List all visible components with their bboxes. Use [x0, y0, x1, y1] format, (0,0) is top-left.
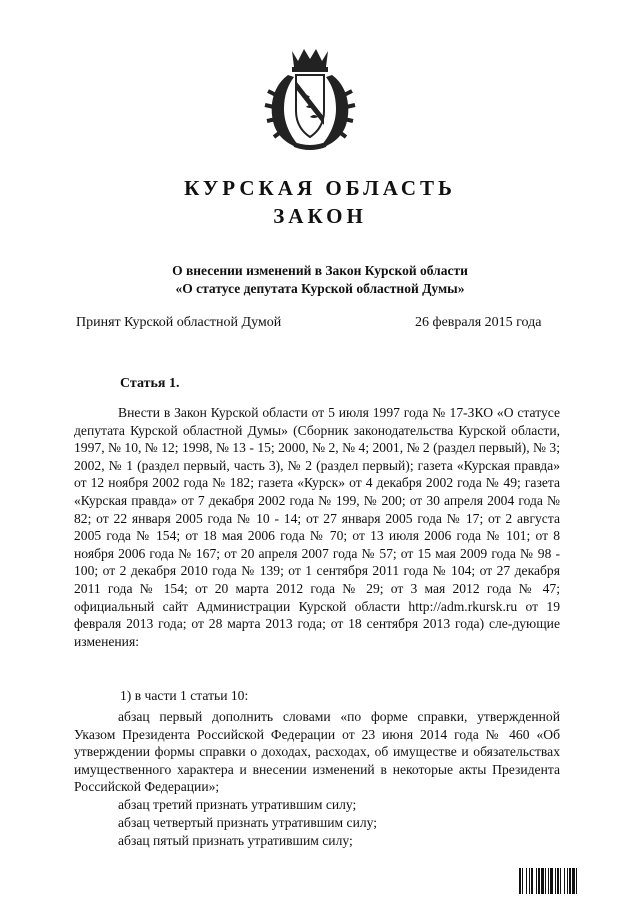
- law-subject: [0, 262, 640, 298]
- item-1-line-3: абзац четвертый признать утратившим силу;: [118, 815, 378, 830]
- law-subject-line-1: О внесении изменений в Закон Курской области: [172, 263, 468, 278]
- document-type-title: ЗАКОН: [273, 204, 367, 228]
- article-heading: Статья 1.: [120, 376, 180, 391]
- item-1-line-2: абзац третий признать утратившим силу;: [118, 797, 357, 812]
- adopted-by: Принят Курской областной Думой: [76, 315, 282, 330]
- law-subject-line-2: «О статусе депутата Курской областной Думы»: [175, 281, 465, 296]
- barcode-icon: [519, 868, 612, 894]
- item-1-line-4: абзац пятый признать утратившим силу;: [118, 833, 353, 848]
- item-1-paragraph: абзац первый дополнить словами «по форме справки, утвержденной Указом Президента Российской Федерации от 23 июня 2014 года № 460 «Об утверждении формы справки о доходах, расходах, об имуществе и обязательствах имущественного характера и внесении изменений в некоторые акты Президента Российской Федерации»;: [74, 709, 560, 795]
- region-title: КУРСКАЯ ОБЛАСТЬ: [184, 176, 456, 200]
- kursk-coat-of-arms-icon: [262, 45, 358, 151]
- adoption-date: 26 февраля 2015 года: [415, 315, 542, 330]
- article-intro-paragraph: Внести в Закон Курской области от 5 июля 1997 года № 17-ЗКО «О статусе депутата Курской областной Думы» (Сборник законодательства Курской области, 1997, № 10, № 12; 1998, № 13 - 15; 2000, № 2, № 4; 2001, № 2 (раздел первый), № 3; 2002, № 1 (раздел первый, часть 3), № 2 (раздел первый); газета «Курская правда» от 12 ноября 2002 года № 182; газета «Курск» от 4 декабря 2002 года № 49; газета «Курская правда» от 7 декабря 2002 года № 199, № 200; от 30 апреля 2004 года № 82; от 22 января 2005 года № 10 - 14; от 27 января 2005 года № 17; от 2 августа 2005 года № 154; от 18 мая 2006 года № 70; от 13 июля 2006 года № 101; от 8 ноября 2006 года № 167; от 20 апреля 2007 года № 57; от 15 мая 2009 года № 98 - 100; от 2 декабря 2010 года № 139; от 1 сентября 2011 года № 104; от 27 декабря 2011 года № 154; от 20 марта 2012 года № 29; от 3 мая 2012 года № 47; официальный сайт Администрации Курской области http://adm.rkursk.ru от 19 февраля 2013 года; от 28 марта 2013 года; от 18 сентября 2013 года) сле-дующие изменения:: [74, 405, 560, 649]
- item-1-heading: 1) в части 1 статьи 10:: [120, 688, 249, 703]
